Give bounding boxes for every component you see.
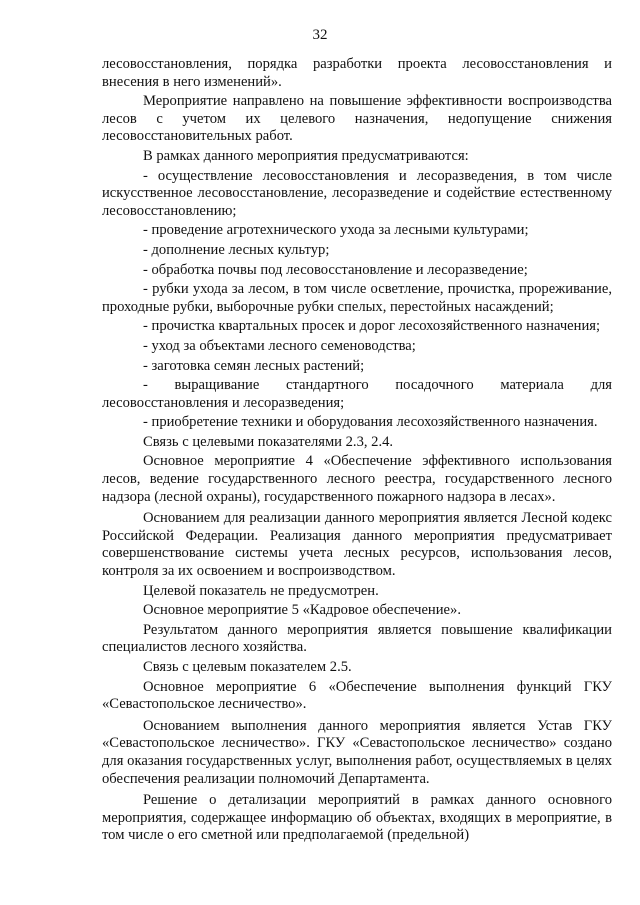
paragraph: Основанием выполнения данного мероприятия является Устав ГКУ «Севастопольское лесничество». ГКУ «Севастопольское лесничество» создано для оказания государственных услуг, выполнения работ, осуществляемых в целях обеспечения реализации полномочий Департамента.: [102, 717, 612, 787]
list-item: - дополнение лесных культур;: [143, 241, 330, 258]
list-item: - осуществление лесовосстановления и лесоразведения, в том числе искусственное лесовосстановление, лесоразведение и содействие естественному лесовосстановлению;: [102, 167, 612, 219]
paragraph: Целевой показатель не предусмотрен.: [143, 582, 379, 599]
list-item: - проведение агротехнического ухода за лесными культурами;: [143, 222, 529, 239]
paragraph: лесовосстановления, порядка разработки проекта лесовосстановления и внесения в него изменений».: [102, 56, 612, 90]
paragraph: Результатом данного мероприятия является повышение квалификации специалистов лесного хозяйства.: [102, 621, 612, 656]
list-item: - выращивание стандартного посадочного материала для лесовосстановления и лесоразведения;: [102, 377, 612, 411]
list-item: - уход за объектами лесного семеноводства;: [143, 337, 416, 354]
paragraph: Связь с целевыми показателями 2.3, 2.4.: [143, 433, 394, 450]
paragraph: Связь с целевым показателем 2.5.: [143, 659, 352, 675]
list-item: - приобретение техники и оборудования лесохозяйственного назначения.: [143, 414, 598, 431]
paragraph: Основное мероприятие 5 «Кадровое обеспечение».: [143, 602, 461, 619]
list-item: - рубки ухода за лесом, в том числе осветление, прочистка, прореживание, проходные рубки, выборочные рубки спелых, перестойных насаждений;: [102, 281, 612, 315]
list-item: - прочистка квартальных просек и дорог лесохозяйственного назначения;: [143, 318, 601, 335]
paragraph: Основанием для реализации данного мероприятия является Лесной кодекс Российской Федерации. Реализация данного мероприятия предусматривает совершенствование системы учета лесных ресурсов, использования лесов, контроля за их освоением и воспроизводством.: [102, 510, 612, 580]
page-number: 32: [312, 27, 328, 43]
list-item: - обработка почвы под лесовосстановление и лесоразведение;: [143, 261, 528, 278]
paragraph: Решение о детализации мероприятий в рамках данного основного мероприятия, содержащее информацию об объектах, входящих в мероприятие, в том числе о его сметной или предполагаемой (предельной): [102, 792, 612, 844]
paragraph: Основное мероприятие 4 «Обеспечение эффективного использования лесов, ведение государственного лесного реестра, государственного лесного надзора (лесной охраны), государственного пожарного надзора в лесах».: [102, 453, 612, 505]
body-text: [102, 56, 612, 845]
list-item: - заготовка семян лесных растений;: [143, 357, 365, 374]
paragraph: Основное мероприятие 6 «Обеспечение выполнения функций ГКУ «Севастопольское лесничество».: [102, 678, 612, 713]
paragraph: В рамках данного мероприятия предусматриваются:: [143, 147, 469, 164]
paragraph: Мероприятие направлено на повышение эффективности воспроизводства лесов с учетом их целевого назначения, недопущение снижения лесовосстановительных работ.: [102, 93, 612, 145]
